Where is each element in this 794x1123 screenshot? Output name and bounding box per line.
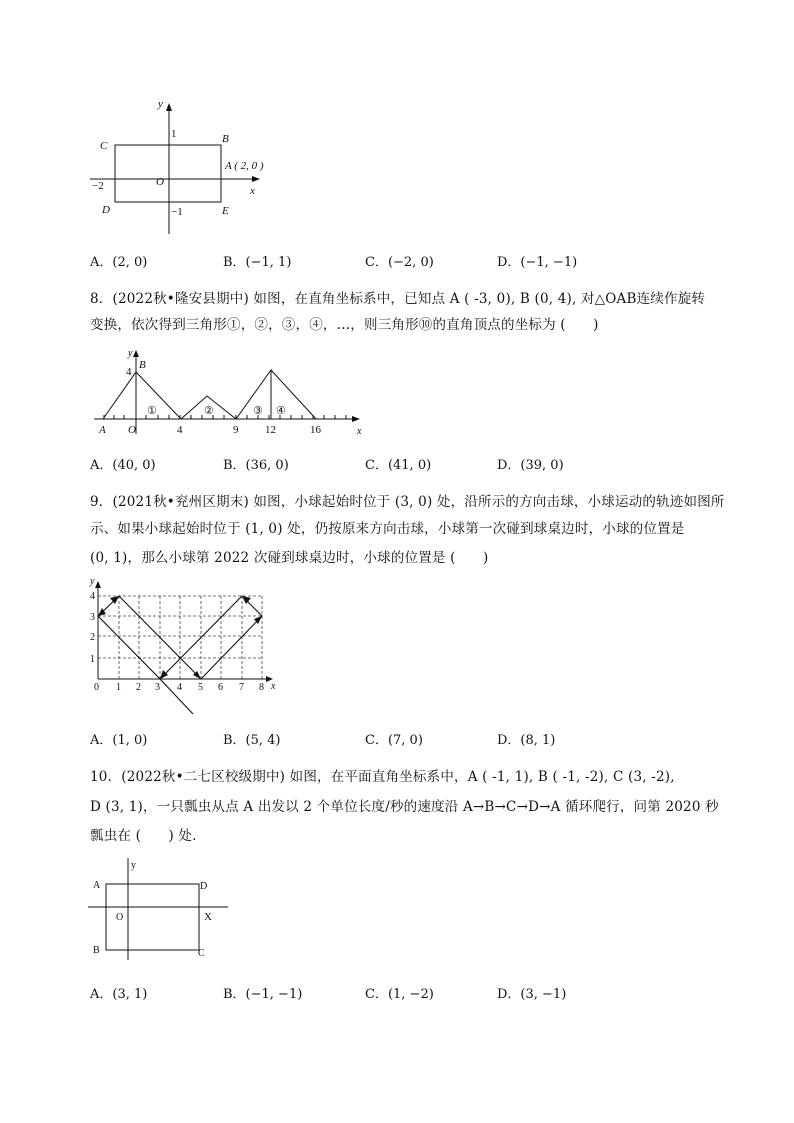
q7-label-a: A ( 2, 0 ) — [225, 160, 264, 172]
q8-tri-3-label: ③ — [253, 405, 263, 417]
q9-x-tick-4: 4 — [177, 682, 182, 693]
q10-label-y: y — [131, 860, 136, 871]
q7-option-c[interactable]: C．(−2, 0) — [365, 255, 434, 270]
q8-ticks — [104, 415, 346, 419]
q7-label-one: 1 — [171, 128, 177, 140]
q9-arrow-icon — [242, 596, 251, 604]
q8-figure — [90, 344, 370, 438]
q7-rectangle — [115, 145, 221, 202]
q8-label-o: O — [128, 424, 136, 436]
q8-x-label: x — [357, 426, 362, 437]
q8-label-b: B — [139, 359, 146, 371]
q10-option-c[interactable]: C．(1, −2) — [365, 987, 434, 1002]
q7-label-b: B — [222, 133, 229, 145]
q8-tick-12: 12 — [265, 424, 276, 436]
q9-figure — [88, 574, 288, 718]
q9-y-tick-4: 4 — [90, 591, 95, 602]
q10-label-x: X — [204, 911, 212, 923]
q8-label-a: A — [99, 424, 106, 436]
q10-label-c: C — [198, 948, 205, 959]
q9-option-d[interactable]: D．(8, 1) — [497, 733, 556, 748]
q8-tri-4-label: ④ — [276, 405, 286, 417]
q10-text-line-3: 瓢虫在 ( ) 处. — [90, 828, 197, 844]
q8-option-a[interactable]: A．(40, 0) — [90, 458, 156, 473]
q9-x-tick-3: 3 — [155, 682, 160, 693]
q10-figure — [88, 858, 238, 962]
q7-y-arrow-icon — [166, 103, 172, 111]
q8-text-line-1: 8．(2022秋•隆安县期中) 如图，在直角坐标系中，已知点 A ( -3, 0), B (0, 4), 对△OAB连续作旋转 — [90, 291, 706, 307]
q9-y-label: y — [90, 576, 95, 587]
q9-x-tick-1: 1 — [116, 682, 121, 693]
q9-option-a[interactable]: A．(1, 0) — [90, 733, 148, 748]
q9-text-line-2: 示、如果小球起始时位于 (1, 0) 处，仍按原来方向击球，小球第一次碰到球桌边时，小球的位置是 — [90, 521, 685, 537]
q7-label-e: E — [222, 205, 229, 217]
q8-option-c[interactable]: C．(41, 0) — [365, 458, 432, 473]
q8-y-label: y — [128, 348, 133, 359]
q9-grid — [98, 596, 262, 679]
q9-x-tick-0: 0 — [94, 682, 99, 693]
q8-text-line-2: 变换，依次得到三角形①，②，③，④，…，则三角形⑩的直角顶点的坐标为 ( ) — [90, 317, 599, 333]
q8-tick-16: 16 — [310, 424, 321, 436]
q8-option-b[interactable]: B．(36, 0) — [223, 458, 289, 473]
q9-x-tick-2: 2 — [136, 682, 141, 693]
q8-option-d[interactable]: D．(39, 0) — [497, 458, 564, 473]
q10-label-d: D — [200, 881, 208, 892]
q8-tri-2-label: ② — [204, 405, 214, 417]
q10-label-a: A — [93, 880, 101, 891]
q8-tick-9: 9 — [233, 424, 239, 436]
q8-tick-4: 4 — [177, 424, 183, 436]
q7-figure — [88, 98, 288, 238]
q7-option-b[interactable]: B．(−1, 1) — [223, 255, 292, 270]
q9-x-tick-5: 5 — [198, 682, 203, 693]
q7-option-d[interactable]: D．(−1, −1) — [497, 255, 578, 270]
q10-text-line-1: 10．(2022秋•二七区校级期中) 如图，在平面直角坐标系中，A ( -1, 1), B ( -1, -2), C (3, -2), — [90, 769, 675, 785]
q7-label-c: C — [100, 140, 108, 152]
q8-y-arrow-icon — [133, 350, 139, 357]
q9-text-line-1: 9．(2021秋•兖州区期末) 如图，小球起始时位于 (3, 0) 处，沿所示的方向击球，小球运动的轨迹如图所 — [90, 494, 725, 510]
q9-x-tick-8: 8 — [259, 682, 264, 693]
q10-label-b: B — [93, 945, 100, 956]
q10-option-a[interactable]: A．(3, 1) — [90, 987, 148, 1002]
q9-x-label: x — [271, 681, 276, 692]
q9-x-tick-7: 7 — [239, 682, 244, 693]
q9-y-tick-3: 3 — [90, 612, 95, 623]
q7-label-d: D — [102, 204, 110, 216]
q9-option-c[interactable]: C．(7, 0) — [365, 733, 423, 748]
q8-y-tick-4: 4 — [126, 366, 132, 378]
q8-x-arrow-icon — [352, 416, 360, 422]
q9-x-tick-6: 6 — [218, 682, 223, 693]
q10-text-line-2: D (3, 1)，一只瓢虫从点 A 出发以 2 个单位长度/秒的速度沿 A→B→C→D→A 循环爬行，问第 2020 秒 — [90, 799, 719, 815]
q9-y-arrow-icon — [95, 581, 101, 588]
q9-y-tick-2: 2 — [90, 632, 95, 643]
q10-option-b[interactable]: B．(−1, −1) — [223, 987, 303, 1002]
q7-label-neg-one: −1 — [171, 206, 183, 218]
q8-triangle-1 — [136, 372, 181, 419]
q7-x-label: x — [250, 185, 255, 197]
q7-option-a[interactable]: A．(2, 0) — [90, 255, 148, 270]
q7-y-label: y — [158, 98, 163, 110]
q7-x-arrow-icon — [252, 176, 260, 182]
q8-triangle-oab — [103, 372, 136, 419]
q9-option-b[interactable]: B．(5, 4) — [223, 733, 281, 748]
q8-tri-1-label: ① — [147, 405, 157, 417]
q9-y-tick-1: 1 — [90, 654, 95, 665]
q7-origin: O — [156, 176, 164, 188]
q9-text-line-3: (0, 1)，那么小球第 2022 次碰到球桌边时，小球的位置是 ( ) — [90, 550, 489, 566]
q10-label-o: O — [116, 912, 124, 923]
q10-option-d[interactable]: D．(3, −1) — [497, 987, 567, 1002]
q7-label-neg-two: −2 — [92, 180, 104, 192]
